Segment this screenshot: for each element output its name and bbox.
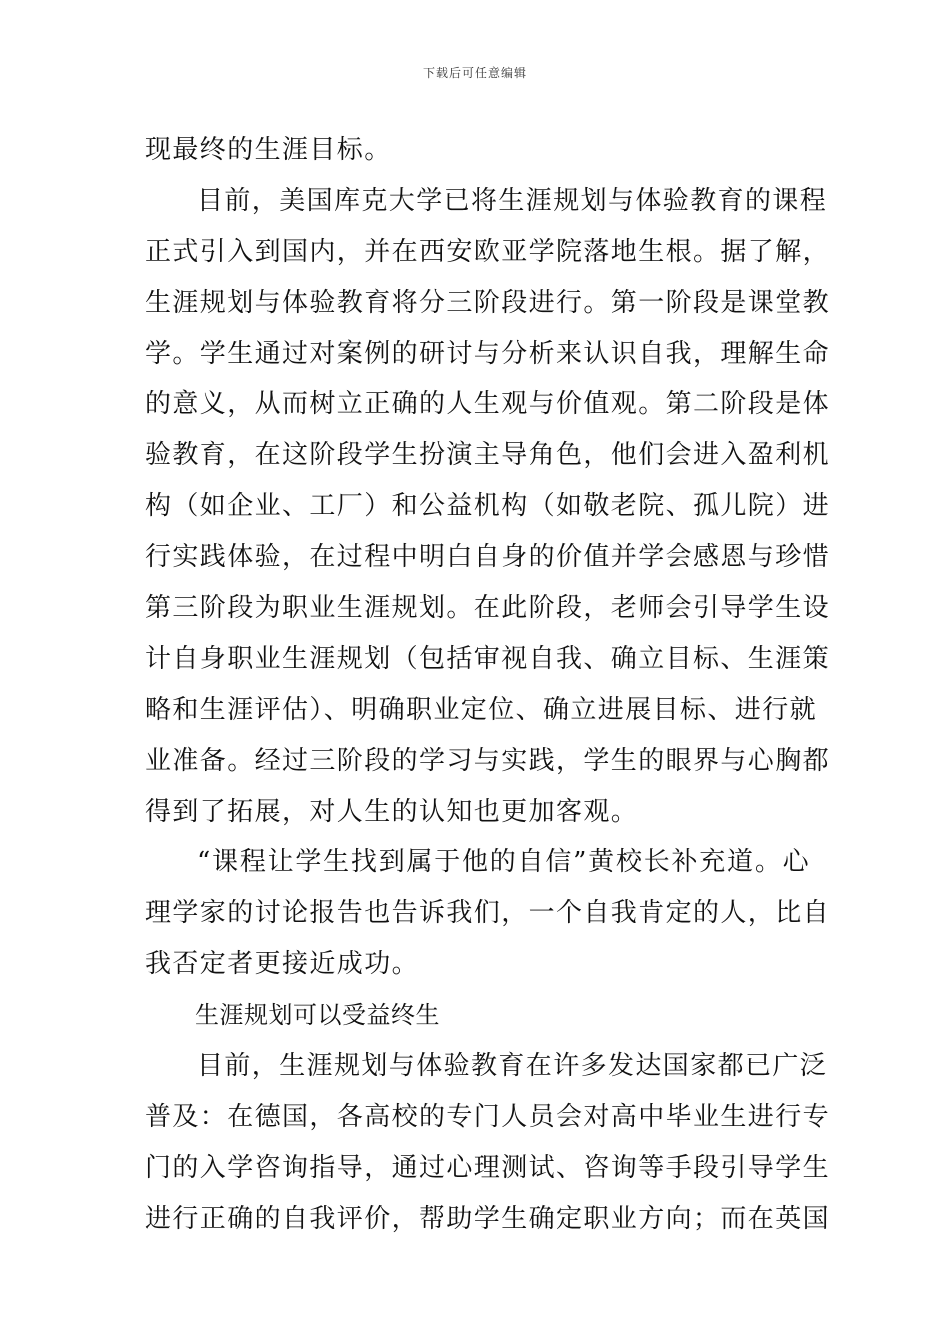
paragraph-line: 目前，生涯规划与体验教育在许多发达国家都已广泛 bbox=[197, 1051, 828, 1082]
paragraph-line: 现最终的生涯目标。 bbox=[145, 135, 392, 165]
paragraph-line: 普及：在德国，各高校的专门人员会对高中毕业生进行专 bbox=[145, 1101, 831, 1132]
paragraph-line: 得到了拓展，对人生的认知也更加客观。 bbox=[145, 796, 639, 827]
paragraph-line: 我否定者更接近成功。 bbox=[145, 949, 420, 980]
paragraph-line: 生涯规划与体验教育将分三阶段进行。第一阶段是课堂教 bbox=[145, 287, 831, 318]
paragraph-line: 第三阶段为职业生涯规划。在此阶段，老师会引导学生设 bbox=[145, 593, 831, 624]
paragraph-line: 学。学生通过对案例的研讨与分析来认识自我，理解生命 bbox=[145, 338, 831, 369]
paragraph-line: 行实践体验，在过程中明白自身的价值并学会感恩与珍惜 bbox=[145, 542, 831, 573]
paragraph-line: 理学家的讨论报告也告诉我们，一个自我肯定的人，比自 bbox=[145, 898, 831, 929]
section-heading: 生涯规划可以受益终生 bbox=[195, 1001, 440, 1030]
paragraph-line: 的意义，从而树立正确的人生观与价值观。第二阶段是体 bbox=[145, 389, 831, 420]
body-text bbox=[145, 125, 831, 1245]
paragraph-line: 验教育，在这阶段学生扮演主导角色，他们会进入盈利机 bbox=[145, 440, 831, 471]
paragraph-line: 略和生涯评估）、明确职业定位、确立进展目标、进行就 bbox=[145, 694, 818, 725]
paragraph-line: 正式引入到国内，并在西安欧亚学院落地生根。据了解， bbox=[145, 236, 831, 267]
paragraph-line: “课程让学生找到属于他的自信”黄校长补充道。心 bbox=[197, 847, 810, 878]
paragraph-line: 业准备。经过三阶段的学习与实践，学生的眼界与心胸都 bbox=[145, 745, 831, 776]
paragraph-line: 门的入学咨询指导，通过心理测试、咨询等手段引导学生 bbox=[145, 1152, 831, 1183]
paragraph-line: 目前，美国库克大学已将生涯规划与体验教育的课程 bbox=[197, 185, 828, 216]
paragraph-line: 计自身职业生涯规划（包括审视自我、确立目标、生涯策 bbox=[145, 643, 831, 674]
paragraph-line: 进行正确的自我评价，帮助学生确定职业方向；而在英国 bbox=[145, 1203, 831, 1234]
page-header: 下载后可任意编辑 bbox=[422, 66, 527, 80]
paragraph-line: 构（如企业、工厂）和公益机构（如敬老院、孤儿院）进 bbox=[145, 491, 831, 522]
